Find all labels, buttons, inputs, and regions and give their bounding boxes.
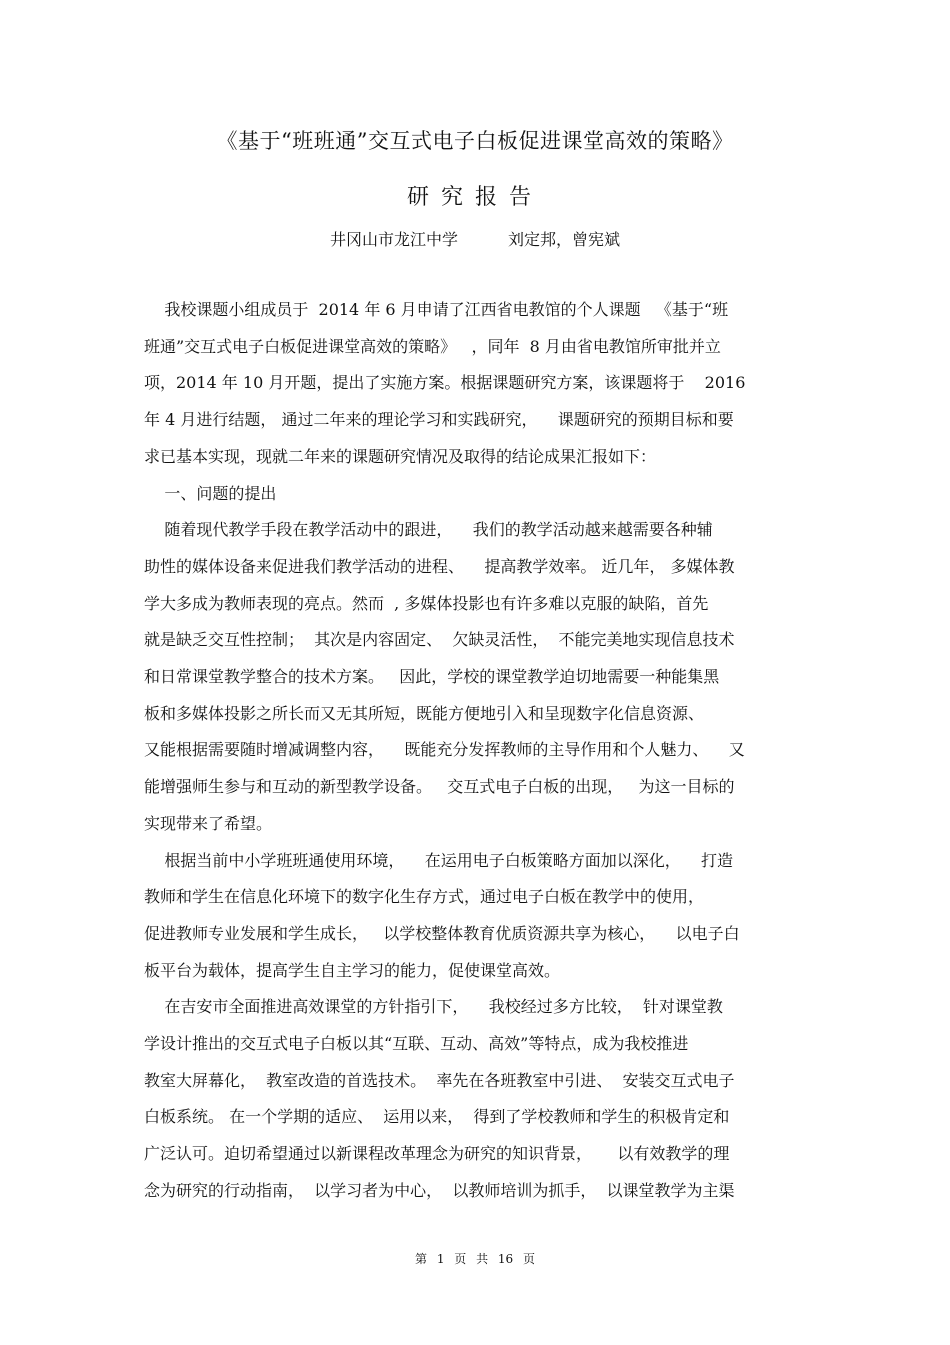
text-line: 就是缺乏交互性控制； 其次是内容固定、 欠缺灵活性， 不能完美地实现信息技术 [144,630,735,650]
text-line: 教师和学生在信息化环境下的数字化生存方式，通过电子白板在教学中的使用， [144,887,705,907]
text-line: 一、问题的提出 [144,483,277,503]
text-line: 在吉安市全面推进高效课堂的方针指引下， 我校经过多方比较， 针对课堂教 [144,997,723,1017]
text-line: 随着现代教学手段在教学活动中的跟进， 我们的教学活动越来越需要各种辅 [144,520,713,540]
text-line: 根据当前中小学班班通使用环境， 在运用电子白板策略方面加以深化， 打造 [144,850,734,870]
text-line: 板和多媒体投影之所长而又无其所短，既能方便地引入和呈现数字化信息资源、 [144,703,705,723]
text-line: 板平台为载体，提高学生自主学习的能力，促使课堂高效。 [144,960,561,980]
author-names: 刘定邦，曾宪斌 [508,230,621,249]
text-line: 我校课题小组成员于 2014 年 6 月申请了江西省电教馆的个人课题 《基于“班 [144,300,729,319]
text-line: 和日常课堂教学整合的技术方案。 因此，学校的课堂教学迫切地需要一种能集黑 [144,667,720,686]
text-line: 广泛认可。迫切希望通过以新课程改革理念为研究的知识背景， 以有效教学的理 [144,1144,730,1164]
page-footer: 第 1 页 共 16 页 [415,1252,535,1266]
text-line: 学大多成为教师表现的亮点。然而 , 多媒体投影也有许多难以克服的缺陷，首先 [144,593,709,613]
text-line: 助性的媒体设备来促进我们教学活动的进程、 提高教学效率。 近几年， 多媒体教 [144,556,735,576]
text-line: 念为研究的行动指南， 以学习者为中心， 以教师培训为抓手， 以课堂教学为主渠 [144,1180,735,1200]
text-line: 学设计推出的交互式电子白板以其“互联、互动、高效”等特点，成为我校推进 [144,1034,689,1053]
text-line: 求已基本实现，现就二年来的课题研究情况及取得的结论成果汇报如下： [144,446,657,466]
text-line: 年 4 月进行结题， 通过二年来的理论学习和实践研究， 课题研究的预期目标和要 [144,410,734,430]
text-line: 项，2014 年 10 月开题，提出了实施方案。根据课题研究方案，该课题将于 2016 [144,373,746,393]
text-line: 能增强师生参与和互动的新型教学设备。 交互式电子白板的出现， 为这一目标的 [144,777,735,797]
text-line: 实现带来了希望。 [144,813,273,833]
author-line [0,227,950,250]
text-line: 白板系统。 在一个学期的适应、 运用以来， 得到了学校教师和学生的积极肯定和 [144,1107,730,1127]
school-name: 井冈山市龙江中学 [329,230,458,249]
text-line: 班通”交互式电子白板促进课堂高效的策略》 ，同年 8 月由省电教馆所审批并立 [144,336,721,356]
text-line: 教室大屏幕化， 教室改造的首选技术。 率先在各班教室中引进、 安装交互式电子 [144,1070,735,1090]
text-line: 促进教师专业发展和学生成长， 以学校整体教育优质资源共享为核心， 以电子白 [144,923,740,943]
document-title: 《基于“班班通”交互式电子白板促进课堂高效的策略》 [216,129,734,153]
text-line: 又能根据需要随时增减调整内容， 既能充分发挥教师的主导作用和个人魅力、 又 [144,740,745,760]
document-subtitle: 研究报告 [406,185,543,210]
